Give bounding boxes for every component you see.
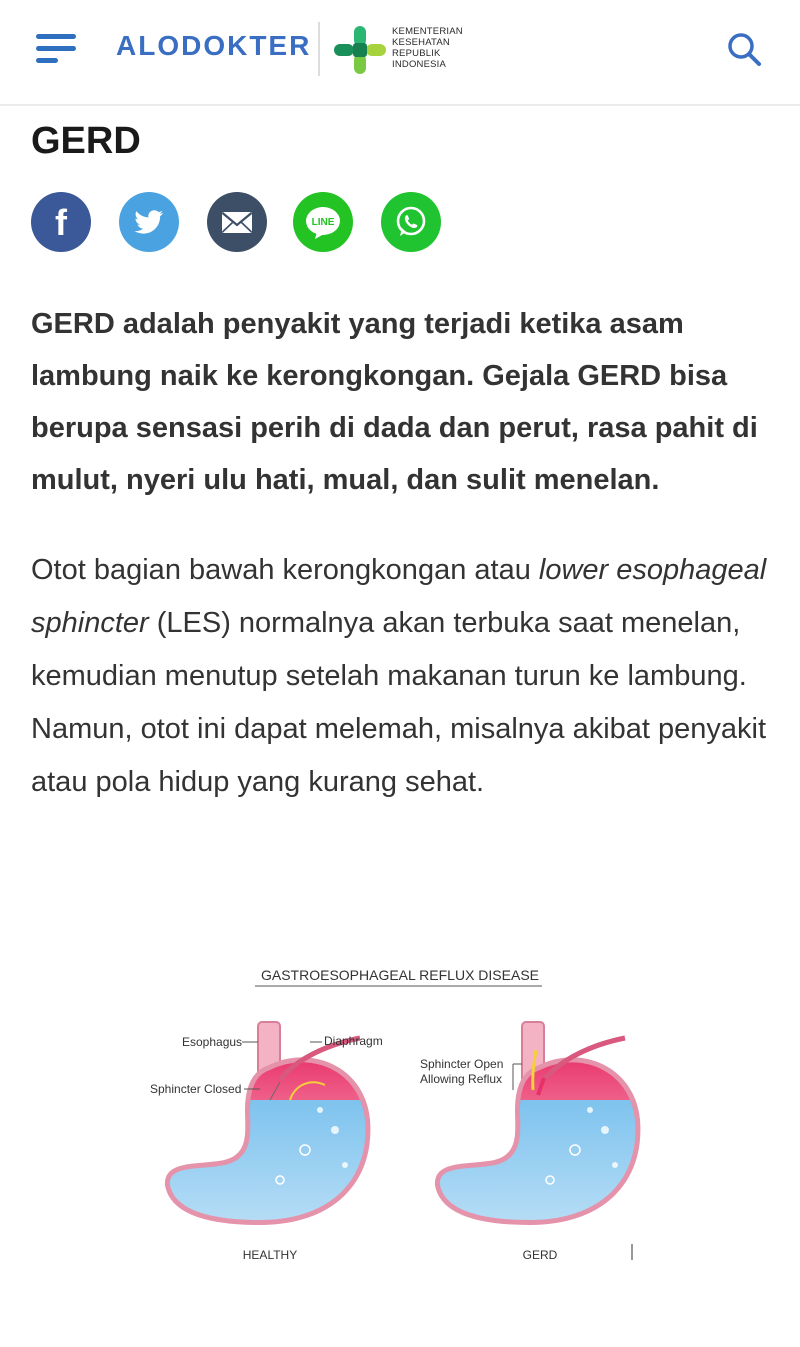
line-share-button[interactable] [293,192,353,252]
healthy-stomach-diagram [150,1022,383,1262]
les-term: lower esophageal sphincter [31,554,767,639]
brand-logo[interactable]: ALODOKTER [116,30,312,61]
search-icon[interactable] [724,30,764,70]
figure-title: GASTROESOPHAGEAL REFLUX DISEASE [260,967,540,983]
ministry-text: KEMENTERIAN KESEHATAN REPUBLIK INDONESIA [392,26,463,70]
caption-gerd: GERD [522,1248,558,1262]
whatsapp-icon [381,192,441,252]
ministry-emblem-icon [332,24,388,76]
label-allowing-reflux: Allowing Reflux [420,1072,503,1086]
line-icon: LINE [311,217,335,228]
label-sphincter-open: Sphincter Open [420,1057,504,1071]
email-share-button[interactable] [207,192,267,252]
whatsapp-share-button[interactable] [381,192,441,252]
label-esophagus: Esophagus [182,1035,243,1049]
twitter-share-button[interactable] [119,192,179,252]
caption-healthy: HEALTHY [242,1248,298,1262]
facebook-icon: f [55,202,67,243]
header-divider [318,22,320,76]
article-body-paragraph: Otot bagian bawah kerongkongan atau lower esophageal sphincter (LES) normalnya akan terbuka saat menelan, kemudian menutup setelah makanan turun ke lambung. Namun, otot ini dapat melemah, misalnya akibat penyakit atau pola hidup yang kurang sehat. [31,554,767,798]
ministry-logo [332,22,462,78]
twitter-icon [119,192,179,252]
gerd-stomach-diagram [420,1022,650,1262]
envelope-icon [207,192,267,252]
label-diaphragm: Diaphragm [324,1034,383,1048]
page-title: GERD [31,120,141,162]
hamburger-menu-icon[interactable] [36,32,80,66]
facebook-share-button[interactable] [31,192,91,252]
gerd-illustration [130,950,670,1280]
article-lead: GERD adalah penyakit yang terjadi ketika asam lambung naik ke kerongkongan. Gejala GERD bisa berupa sensasi perih di dada dan perut, rasa pahit di mulut, nyeri ulu hati, mual, dan sulit menelan. [31,308,758,496]
label-sphincter-closed: Sphincter Closed [150,1082,242,1096]
top-header [0,0,800,106]
